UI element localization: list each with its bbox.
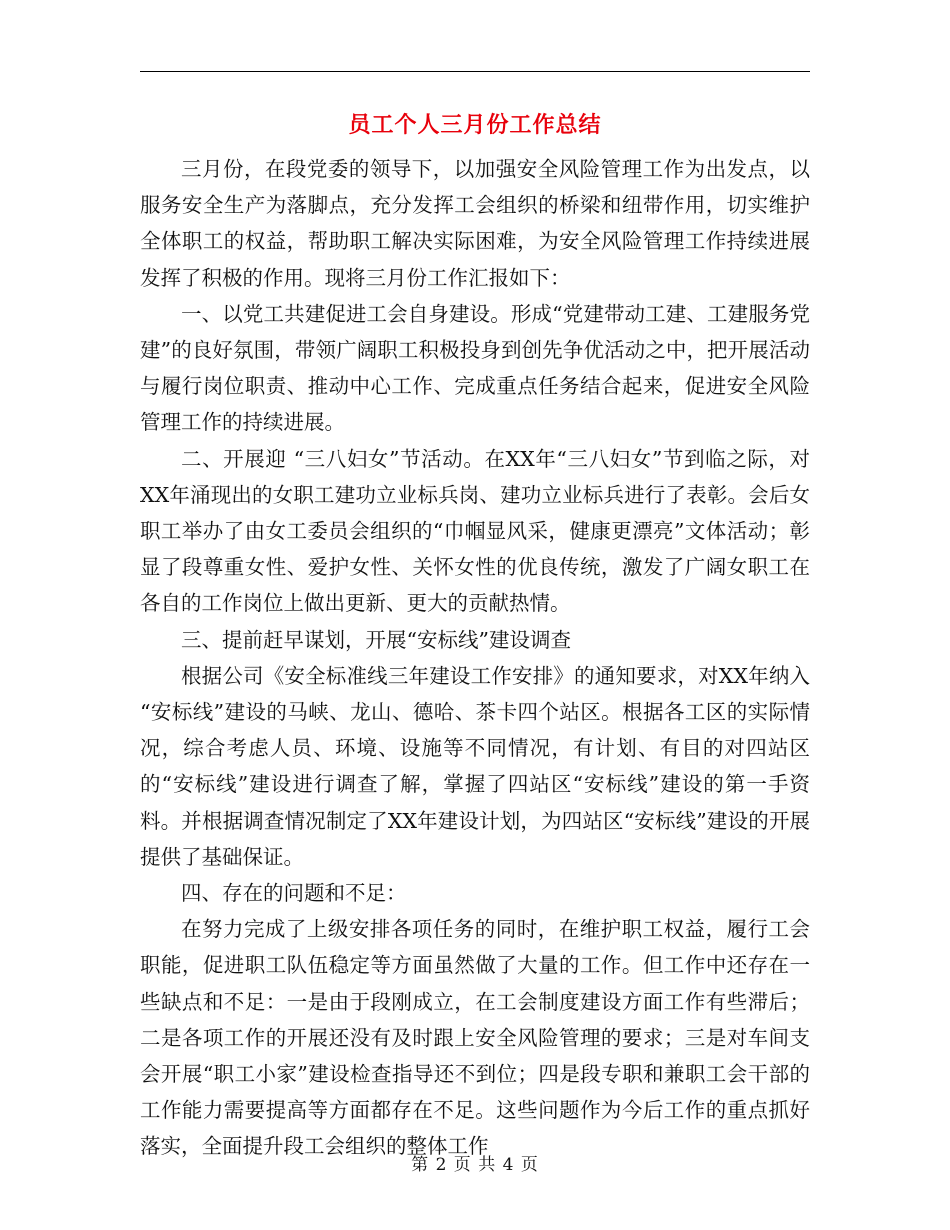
paragraph-section-1: 一、以党工共建促进工会自身建设。形成“党建带动工建、工建服务党建”的良好氛围，带领广阔职工积极投身到创先争优活动之中，把开展活动与履行岗位职责、推动中心工作、完成重点任务结合起来，促进安全风险管理工作的持续进展。 (140, 301, 810, 435)
paragraph-section-4: 在努力完成了上级安排各项任务的同时，在维护职工权益，履行工会职能，促进职工队伍稳定等方面虽然做了大量的工作。但工作中还存在一些缺点和不足：一是由于段刚成立，在工会制度建设方面工作有些滞后；二是各项工作的开展还没有及时跟上安全风险管理的要求；三是对车间支会开展“职工小家”建设检查指导还不到位；四是段专职和兼职工会干部的工作能力需要提高等方面都存在不足。这些问题作为今后工作的重点抓好落实，全面提升段工会组织的整体工作 (140, 917, 810, 1159)
header-rule (140, 71, 810, 72)
heading-section-3: 三、提前赶早谋划，开展“安标线”建设调查 (181, 627, 571, 652)
document-body (140, 151, 810, 1165)
paragraph-section-3: 根据公司《安全标准线三年建设工作安排》的通知要求，对XX年纳入 “安标线”建设的马峡、龙山、德哈、茶卡四个站区。根据各工区的实际情况，综合考虑人员、环境、设施等不同情况，有计划、有目的对四站区的“安标线”建设进行调查了解，掌握了四站区“安标线”建设的第一手资料。并根据调查情况制定了XX年建设计划，为四站区“安标线”建设的开展提供了基础保证。 (140, 663, 810, 869)
heading-section-4: 四、存在的问题和不足： (181, 881, 407, 906)
paragraph-section-2: 二、开展迎 “三八妇女”节活动。在XX年“三八妇女”节到临之际，对XX年涌现出的女职工建功立业标兵岗、建功立业标兵进行了表彰。会后女职工举办了由女工委员会组织的“巾帼显风采，健康更漂亮”文体活动；彰显了段尊重女性、爱护女性、关怀女性的优良传统，激发了广阔女职工在各自的工作岗位上做出更新、更大的贡献热情。 (140, 446, 810, 616)
paragraph-intro: 三月份，在段党委的领导下，以加强安全风险管理工作为出发点，以服务安全生产为落脚点，充分发挥工会组织的桥梁和纽带作用，切实维护全体职工的权益，帮助职工解决实际困难，为安全风险管理工作持续进展发挥了积极的作用。现将三月份工作汇报如下： (140, 157, 810, 290)
document-title: 员工个人三月份工作总结 (348, 113, 602, 138)
page-footer: 第 2 页 共 4 页 (411, 1155, 539, 1175)
